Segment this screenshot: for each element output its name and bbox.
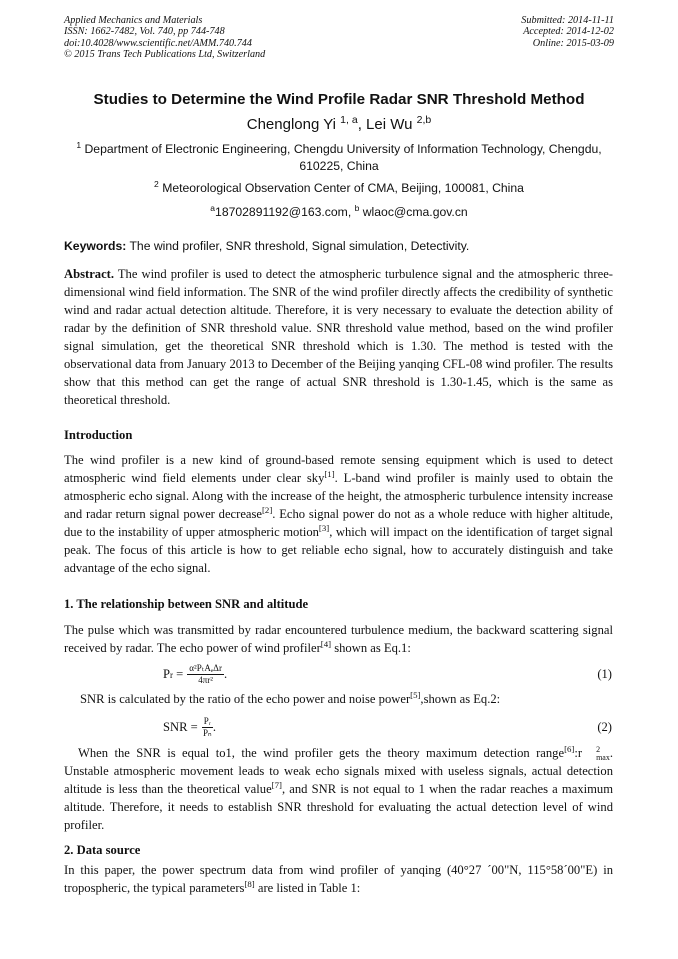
eq1-numerator: α²PₜAₑΔr bbox=[189, 663, 222, 673]
abstract-label: Abstract. bbox=[64, 267, 115, 281]
section-1-paragraph bbox=[64, 621, 613, 657]
citation: [2] bbox=[262, 504, 273, 515]
submitted-date: Submitted: 2014-11-11 bbox=[521, 15, 614, 26]
keywords bbox=[64, 239, 624, 253]
paper-title: Studies to Determine the Wind Profile Radar SNR Threshold Method bbox=[93, 91, 585, 108]
intro-text: . Echo signal power do not as a whole reduce with higher altitude, due to the instability of upper atmospheric motion bbox=[64, 507, 613, 539]
author-name: Chenglong Yi bbox=[246, 116, 336, 133]
equation-1-number: (1) bbox=[597, 667, 612, 681]
copyright: © 2015 Trans Tech Publications Ltd, Switzerland bbox=[64, 49, 266, 61]
citation: [8] bbox=[244, 878, 255, 889]
abstract-text: The wind profiler is used to detect the atmospheric turbulence signal and the atmospheric three-dimensional wind field information. The SNR of the wind profiler directly affects the credibility of synthetic wind and radar actual detection altitude. Therefore, it is very necessary to evaluate the detection ability of radar by the definition of SNR threshold value. SNR threshold value method, based on the wind profiler signal simulation, get the theoretical SNR threshold which is 1.30. The method is tested with the observational data from January 2013 to December of the Beijing yanqing CFL-08 wind profiler. The results show that this method can get the range of actual SNR threshold is 1.30-1.45, which is the same as theoretical threshold. bbox=[64, 267, 613, 407]
section-text: The pulse which was transmitted by radar encountered turbulence medium, the backward scattering signal received by radar. The echo power of wind profiler bbox=[64, 623, 613, 655]
section-text: are listed in Table 1: bbox=[254, 881, 361, 895]
intro-text: The wind profiler is a new kind of ground-based remote sensing equipment which is used to detect atmospheric wind field elements under clear sky bbox=[64, 453, 613, 485]
journal-name: Applied Mechanics and Materials bbox=[64, 15, 203, 26]
section-text: . Unstable atmospheric movement leads to weak echo signals mixed with useless signals, actual detection altitude is less than the theoretical value bbox=[64, 746, 613, 797]
citation: [4] bbox=[320, 638, 332, 649]
equation-1: P r = $\frac{\text{α²PₜAₑΔr}}{\text{4πr²}}$ . bbox=[163, 663, 228, 685]
citation: [3] bbox=[318, 522, 330, 533]
citation: [1] bbox=[324, 468, 335, 479]
affiliation-text: Meteorological Observation Center of CMA, Beijing, 100081, China bbox=[162, 181, 524, 195]
range-sup: 2 bbox=[596, 745, 601, 755]
abstract bbox=[64, 265, 613, 409]
keywords-text: The wind profiler, SNR threshold, Signal simulation, Detectivity. bbox=[129, 239, 470, 253]
section-text: shown as Eq.1: bbox=[331, 641, 411, 655]
intro-text: . L-band wind profiler is mainly used to obtain the atmospheric echo signal. Along with the increase of the height, the atmospheric turbulence intensity increase and radar return signal power decrease bbox=[64, 471, 613, 521]
section-text: SNR is calculated by the ratio of the echo power and noise power bbox=[80, 692, 411, 706]
eq2-fraction bbox=[202, 716, 213, 739]
citation: [5] bbox=[410, 689, 421, 700]
section-text: ,shown as Eq.2: bbox=[420, 692, 501, 706]
email-sup: b bbox=[354, 202, 360, 213]
eq2-numerator: Pᵣ bbox=[203, 716, 211, 726]
eq1-lhs-sub: r bbox=[170, 669, 174, 680]
section-text: :r bbox=[574, 746, 583, 760]
range-sub: max bbox=[596, 753, 610, 763]
author-list: Chenglong Yi $^{1, a}$, Lei Wu $^{2,b}$ bbox=[246, 114, 432, 133]
equation-2: SNR = $\frac{\text{Pᵣ}}{\text{Pₙ}}$ . bbox=[163, 716, 216, 738]
introduction-heading: Introduction bbox=[64, 428, 133, 442]
section-1-heading: 1. The relationship between SNR and altitude bbox=[64, 597, 309, 611]
eq1-denominator: 4πr² bbox=[198, 675, 213, 685]
snr-intro-line bbox=[80, 689, 501, 707]
affiliation-sup: 2 bbox=[154, 178, 159, 189]
author-sup: 2,b bbox=[416, 114, 432, 126]
section-text: In this paper, the power spectrum data from wind profiler of yanqing (40°27 ´00"N, 115°58´00"E) in tropospheric, the typical parameters bbox=[64, 863, 613, 895]
equation-2-number: (2) bbox=[597, 720, 612, 734]
dates-info bbox=[521, 15, 614, 49]
keywords-label: Keywords: bbox=[64, 239, 127, 253]
affiliation-1 bbox=[64, 141, 614, 175]
author-sup: 1, a bbox=[340, 114, 358, 126]
affiliation-text: Department of Electronic Engineering, Chengdu University of Information Technology, Chengdu, 610225, China bbox=[84, 142, 602, 173]
introduction-paragraph bbox=[64, 451, 613, 577]
accepted-date: Accepted: 2014-12-02 bbox=[523, 26, 614, 38]
section-text: , and SNR is not equal to 1 when the radar reaches a maximum altitude. Therefore, it needs to establish SNR threshold for evaluating the actual detection level of wind profiler. bbox=[64, 782, 614, 833]
email-a: 18702891192@163.com, bbox=[215, 205, 352, 219]
section-2-paragraph bbox=[64, 861, 613, 897]
author-name: Lei Wu bbox=[366, 116, 413, 133]
journal-info bbox=[64, 15, 265, 61]
affiliation-2 bbox=[64, 180, 614, 197]
citation: [7] bbox=[271, 779, 282, 790]
eq1-fraction bbox=[187, 663, 224, 686]
eq2-denominator: Pₙ bbox=[202, 728, 212, 738]
doi: doi:10.4028/www.scientific.net/AMM.740.744 bbox=[64, 37, 252, 49]
issn: ISSN: 1662-7482, Vol. 740, pp 744-748 bbox=[64, 26, 225, 38]
affiliation-sup: 1 bbox=[76, 139, 82, 150]
citation: [6] bbox=[564, 743, 575, 754]
section-2-heading: 2. Data source bbox=[64, 843, 141, 857]
emails bbox=[64, 204, 614, 221]
email-b: wlaoc@cma.gov.cn bbox=[362, 205, 468, 219]
online-date: Online: 2015-03-09 bbox=[532, 37, 614, 49]
section-text: When the SNR is equal to1, the wind profiler gets the theory maximum detection range bbox=[78, 746, 565, 760]
section-1-paragraph-2 bbox=[64, 744, 613, 834]
eq1-lhs: P bbox=[163, 667, 171, 681]
eq2-lhs: SNR = bbox=[163, 720, 198, 734]
email-sup: a bbox=[210, 202, 216, 213]
intro-text: , which will impact on the identification of target signal peak. The focus of this article is how to get reliable echo signal, how to accurately distinguish and take advantage of the echo signal. bbox=[64, 525, 613, 575]
